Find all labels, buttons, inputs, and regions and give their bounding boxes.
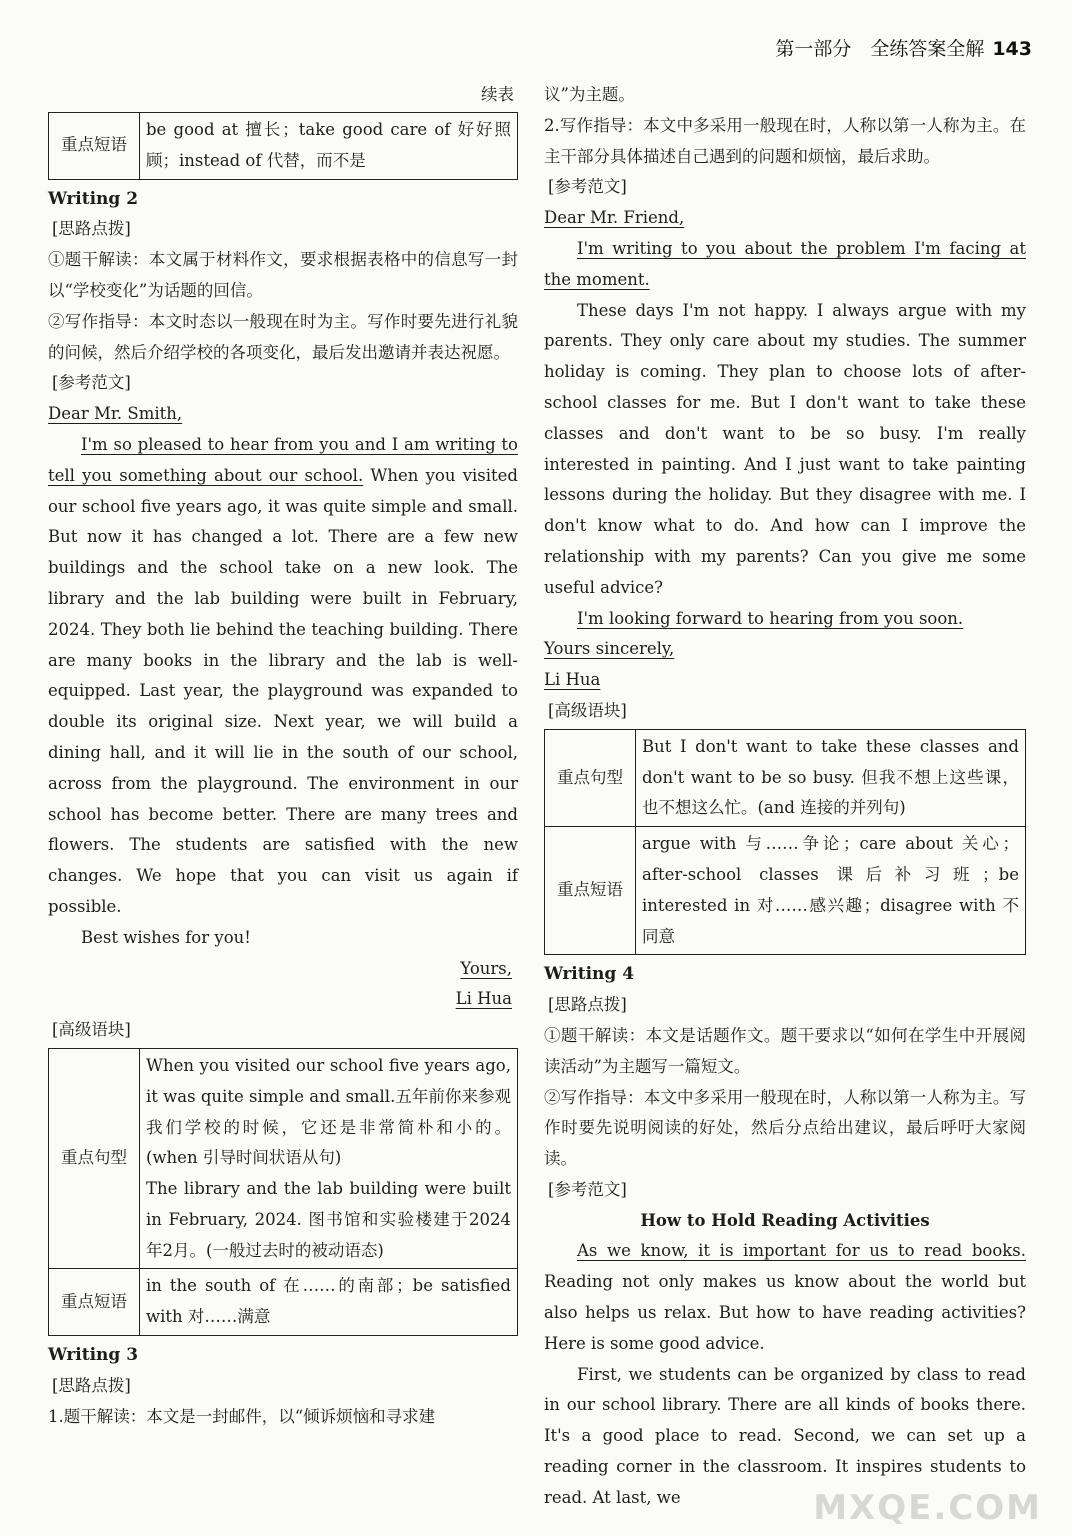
table-key: 重点短语 xyxy=(49,113,140,180)
chunk-table-2 xyxy=(48,1048,518,1336)
letter-closing: Yours sincerely, xyxy=(544,639,675,659)
left-column xyxy=(48,80,518,1432)
sample-label: [参考范文] xyxy=(52,373,131,393)
chunks-label: [高级语块] xyxy=(52,1020,131,1040)
essay-paragraph: As we know, it is important for us to read books. Reading not only makes us know about the world but also helps us relax. But how to have reading activities? Here is some good advice. xyxy=(544,1241,1026,1353)
essay-title: How to Hold Reading Activities xyxy=(640,1210,930,1230)
sample-label: [参考范文] xyxy=(548,1179,627,1199)
essay-paragraph: First, we students can be organized by class to read in our school library. There are all kinds of books there. It's a good place to read. Second, we can set up a reading corner in the classroom. It inspires students to read. At last, we xyxy=(544,1364,1026,1507)
sample-label: [参考范文] xyxy=(548,177,627,197)
tips-label: [思路点拨] xyxy=(52,219,131,239)
letter-wish: Best wishes for you! xyxy=(81,927,251,947)
tip-paragraph: 2.写作指导：本文中多采用一般现在时，人称以第一人称为主。在主干部分具体描述自己遇到的问题和烦恼，最后求助。 xyxy=(544,115,1026,166)
continued-label: 续表 xyxy=(481,85,514,104)
section-heading-writing-3: Writing 3 xyxy=(48,1345,139,1366)
letter-salutation: Dear Mr. Friend, xyxy=(544,208,685,228)
tip-paragraph: 1.题干解读：本文是一封邮件，以“倾诉烦恼和寻求建 xyxy=(48,1406,436,1426)
tip-paragraph: ①题干解读：本文是话题作文。题干要求以“如何在学生中开展阅读活动”为主题写一篇短文。 xyxy=(544,1025,1026,1076)
table-key: 重点句型 xyxy=(545,729,636,826)
section-heading-writing-4: Writing 4 xyxy=(544,964,635,985)
underlined-sentence: I'm so pleased to hear from you and I am writing to tell you something about our school. xyxy=(48,434,518,485)
page-header xyxy=(775,34,1032,61)
table-key: 重点短语 xyxy=(49,1269,140,1336)
table-key: 重点短语 xyxy=(545,827,636,955)
tip-paragraph: ②写作指导：本文中多采用一般现在时，人称以第一人称为主。写作时要先说明阅读的好处，然后分点给出建议，最后呼吁大家阅读。 xyxy=(544,1087,1026,1169)
tip-paragraph: ②写作指导：本文时态以一般现在时为主。写作时要先进行礼貌的问候，然后介绍学校的各项变化，最后发出邀请并表达祝愿。 xyxy=(48,311,518,362)
table-value: in the south of 在……的南部；be satisfied with 对……满意 xyxy=(140,1269,518,1336)
tip-paragraph: ①题干解读：本文属于材料作文，要求根据表格中的信息写一封以“学校变化”为话题的回信。 xyxy=(48,250,518,300)
section-heading-writing-2: Writing 2 xyxy=(48,188,139,209)
letter-body-paragraph: These days I'm not happy. I always argue with my parents. They only care about my studies. The summer holiday is coming. They plan to choose lots of after-school classes for me. But I don't want to take these classes and don't want to be so busy. I'm really interested in painting. And I just want to take painting lessons during the holiday. But they disagree with me. I don't know what to do. And how can I improve the relationship with my parents? Can you give me some useful advice? xyxy=(544,300,1026,597)
letter-closing: Yours, xyxy=(460,958,512,978)
paragraph-text: When you visited our school five years ago, it was quite simple and small. But now it has changed a lot. There are a few new buildings and the school take on a new look. The library and the lab building were built in February, 2024. They both lie behind the teaching building. There are many books in the library and the lab is well-equipped. Last year, the playground was expanded to double its original size. Next year, we will build a dining hall, and it will lie in the south of our school, across from the playground. The environment in our school has become better. There are many trees and flowers. The students are satisfied with the new changes. We hope that you can visit us again if possible. xyxy=(48,465,518,916)
watermark-logo: MXQE.COM xyxy=(813,1488,1042,1528)
section-title: 第一部分 全练答案全解 xyxy=(775,38,985,60)
sentence-pattern-2: The library and the lab building were built in February, 2024. 图书馆和实验楼建于2024年2月。(一般过去时的被动语态) xyxy=(146,1179,511,1260)
sentence-pattern-1: When you visited our school five years ago, it was quite simple and small.五年前你来参观我们学校的时候，它还是非常简朴和小的。(when 引导时间状语从句) xyxy=(146,1055,511,1168)
letter-signature: Li Hua xyxy=(544,670,601,690)
letter-body-paragraph: I'm looking forward to hearing from you soon. xyxy=(577,608,964,628)
table-value: be good at 擅长；take good care of 好好照顾；instead of 代替，而不是 xyxy=(140,113,518,180)
tips-label: [思路点拨] xyxy=(52,1375,131,1395)
phrase-table-1 xyxy=(48,112,518,180)
chunk-table-3 xyxy=(544,729,1026,956)
table-value xyxy=(140,1048,518,1269)
chunks-label: [高级语块] xyxy=(548,700,627,720)
table-value: But I don't want to take these classes and don't want to be so busy. 但我不想上这些课，也不想这么忙。(and 连接的并列句) xyxy=(636,729,1026,826)
letter-body-paragraph xyxy=(48,430,518,923)
tip-paragraph-continued: 议”为主题。 xyxy=(544,85,635,104)
letter-signature: Li Hua xyxy=(455,989,512,1009)
tips-label: [思路点拨] xyxy=(548,995,627,1015)
table-key: 重点句型 xyxy=(49,1048,140,1269)
letter-salutation: Dear Mr. Smith, xyxy=(48,404,183,424)
table-value: argue with 与……争论；care about 关心；after-school classes 课后补习班；be interested in 对……感兴趣；disagree with 不同意 xyxy=(636,827,1026,955)
right-column xyxy=(544,80,1026,1514)
page-number: 143 xyxy=(992,38,1032,60)
letter-body-paragraph: I'm writing to you about the problem I'm facing at the moment. xyxy=(544,238,1026,289)
